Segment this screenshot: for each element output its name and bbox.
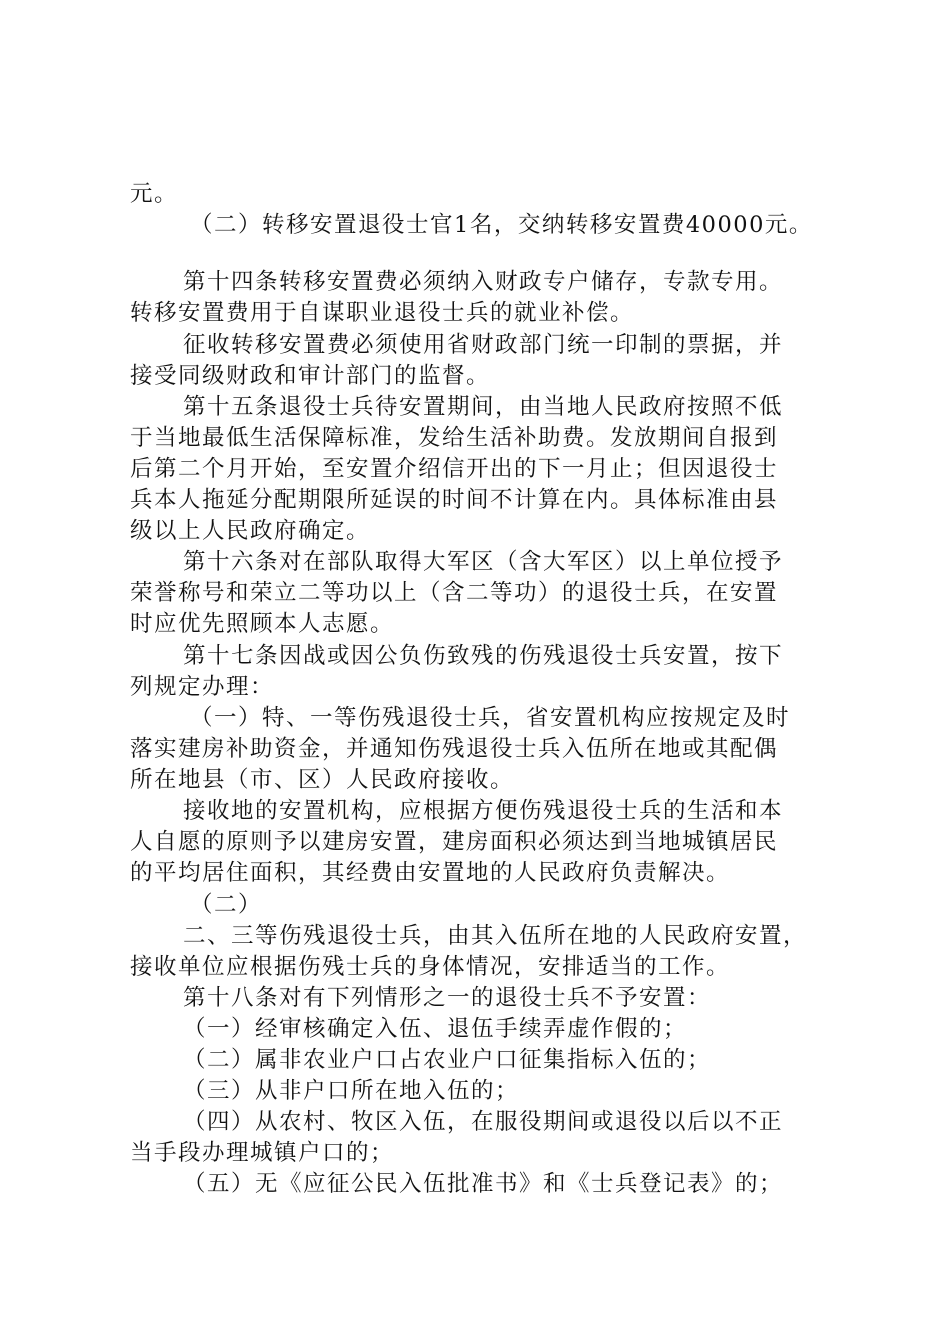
text-line: 接收单位应根据伤残士兵的身体情况，安排适当的工作。	[130, 954, 731, 980]
text-line: （二）	[190, 892, 263, 918]
text-line: （一）特、一等伤残退役士兵，省安置机构应按规定及时	[190, 705, 791, 731]
text-line: 落实建房补助资金，并通知伤残退役士兵入伍所在地或其配偶	[130, 736, 779, 762]
text-line: （一）经审核确定入伍、退伍手续弄虚作假的；	[183, 1016, 688, 1042]
text-line: 后第二个月开始，至安置介绍信开出的下一月止；但因退役士	[130, 456, 779, 482]
text-line: 元。	[130, 181, 179, 207]
text-line: 第十八条对有下列情形之一的退役士兵不予安置：	[183, 985, 712, 1011]
text-line: 第十五条退役士兵待安置期间，由当地人民政府按照不低	[183, 394, 784, 420]
text-line: （五）无《应征公民入伍批准书》和《士兵登记表》的；	[183, 1171, 784, 1197]
text-line: 所在地县（市、区）人民政府接收。	[130, 767, 515, 793]
text-line: 接受同级财政和审计部门的监督。	[130, 363, 491, 389]
text-line: （三）从非户口所在地入伍的；	[183, 1078, 520, 1104]
text-line: 第十四条转移安置费必须纳入财政专户储存，专款专用。	[183, 269, 784, 295]
text-line: 兵本人拖延分配期限所延误的时间不计算在内。具体标准由县	[130, 487, 779, 513]
text-line: 第十六条对在部队取得大军区（含大军区）以上单位授予	[183, 549, 784, 575]
text-line: 当手段办理城镇户口的；	[130, 1140, 395, 1166]
text-line: 列规定办理：	[130, 674, 275, 700]
text-line: （二）属非农业户口占农业户口征集指标入伍的；	[183, 1047, 712, 1073]
text-line: 第十七条因战或因公负伤致残的伤残退役士兵安置，按下	[183, 643, 784, 669]
text-line: 二、三等伤残退役士兵，由其入伍所在地的人民政府安置，	[183, 923, 808, 949]
text-line: 的平均居住面积，其经费由安置地的人民政府负责解决。	[130, 860, 731, 886]
text-line: 人自愿的原则予以建房安置，建房面积必须达到当地城镇居民	[130, 829, 779, 855]
text-line: （四）从农村、牧区入伍，在服役期间或退役以后以不正	[183, 1109, 784, 1135]
text-line: （二）转移安置退役士官1名，交纳转移安置费40000元。	[190, 212, 813, 238]
text-line: 转移安置费用于自谋职业退役士兵的就业补偿。	[130, 300, 635, 326]
text-line: 荣誉称号和荣立二等功以上（含二等功）的退役士兵，在安置	[130, 580, 779, 606]
text-line: 接收地的安置机构，应根据方便伤残退役士兵的生活和本	[183, 798, 784, 824]
text-line: 级以上人民政府确定。	[130, 518, 371, 544]
text-line: 征收转移安置费必须使用省财政部门统一印制的票据，并	[183, 332, 784, 358]
text-line: 时应优先照顾本人志愿。	[130, 611, 395, 637]
text-line: 于当地最低生活保障标准，发给生活补助费。发放期间自报到	[130, 425, 779, 451]
